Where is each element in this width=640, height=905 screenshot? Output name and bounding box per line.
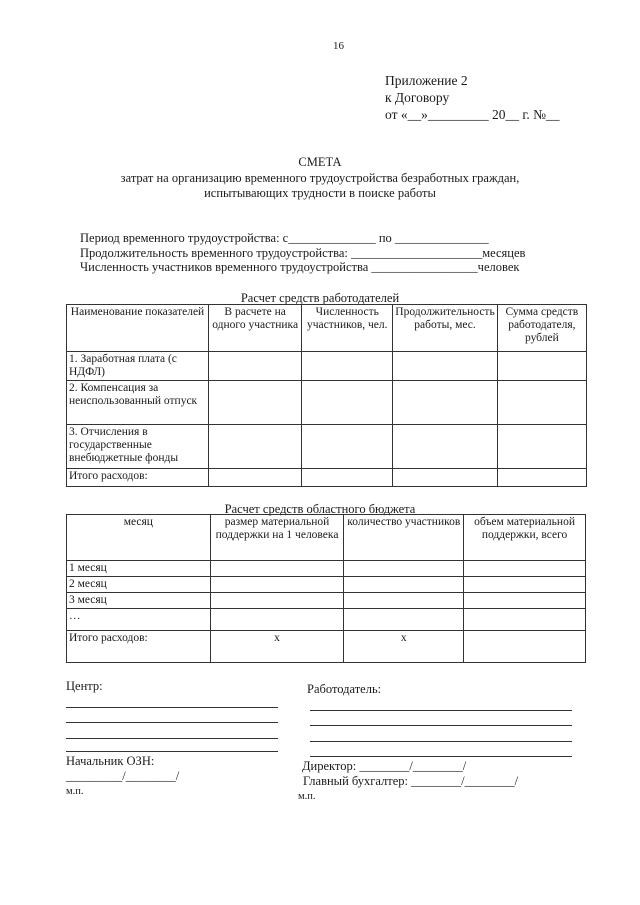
appendix-line2: к Договору xyxy=(385,90,450,105)
row-label: 1. Заработная плата (с НДФЛ) xyxy=(67,352,209,381)
table-row-total xyxy=(67,469,587,487)
appendix-line1: Приложение 2 xyxy=(385,73,468,88)
signature-line xyxy=(66,707,278,708)
table-row-total xyxy=(67,631,586,663)
signature-line xyxy=(310,741,572,742)
signature-line xyxy=(310,710,572,711)
budget-table xyxy=(66,514,586,663)
table-row xyxy=(67,425,587,469)
table-row xyxy=(67,609,586,631)
table-row xyxy=(67,381,587,425)
budget-table-header xyxy=(67,515,586,561)
budget-table-caption: Расчет средств областного бюджета xyxy=(224,502,416,516)
appendix-block xyxy=(385,72,560,123)
appendix-line3: от «__»_________ 20__ г. №__ xyxy=(385,107,560,122)
document-title xyxy=(0,155,640,201)
signature-line xyxy=(66,751,278,752)
row-label: 2 месяц xyxy=(67,577,211,593)
signature-line xyxy=(66,738,278,739)
x-mark: х xyxy=(210,631,344,663)
stamp-place: м.п. xyxy=(66,786,84,797)
header-cell: объем материальной поддержки, всего xyxy=(464,515,586,561)
signature-line xyxy=(66,722,278,723)
meta-period: Период временного трудоустройства: с______________ по _______________ xyxy=(80,231,489,245)
employer-table-header xyxy=(67,305,587,352)
row-label: 2. Компенсация за неиспользованный отпуск xyxy=(67,381,209,425)
meta-duration: Продолжительность временного трудоустройства: _____________________месяцев xyxy=(80,245,526,260)
employer-table xyxy=(66,304,587,487)
header-cell: Продолжительность работы, мес. xyxy=(393,305,497,352)
row-label: Итого расходов: xyxy=(67,469,209,487)
table-row xyxy=(67,577,586,593)
row-label: 3 месяц xyxy=(67,593,211,609)
row-label: Итого расходов: xyxy=(67,631,211,663)
row-label: … xyxy=(67,609,211,631)
title-line2: испытывающих трудности в поиске работы xyxy=(204,186,436,200)
title-heading: СМЕТА xyxy=(298,155,342,169)
header-cell: В расчете на одного участника xyxy=(209,305,302,352)
accountant-signature: Главный бухгалтер: ________/________/ xyxy=(303,774,519,788)
header-cell: Сумма средств работодателя, рублей xyxy=(497,305,586,352)
employment-meta xyxy=(80,231,525,275)
header-cell: размер материальной поддержки на 1 человека xyxy=(210,515,344,561)
stamp-place: м.п. xyxy=(298,791,316,802)
header-cell: количество участников xyxy=(344,515,464,561)
page-number: 16 xyxy=(333,40,344,52)
header-cell: Наименование показателей xyxy=(67,305,209,352)
director-signature: Директор: ________/________/ xyxy=(302,759,467,773)
signature-line xyxy=(310,725,572,726)
ozn-signature: _________/________/ xyxy=(66,769,180,783)
row-label: 1 месяц xyxy=(67,561,211,577)
employer-label: Работодатель: xyxy=(307,682,382,696)
row-label: 3. Отчисления в государственные внебюджетные фонды xyxy=(67,425,209,469)
center-label: Центр: xyxy=(66,679,103,693)
table-row xyxy=(67,593,586,609)
table-row xyxy=(67,561,586,577)
table-row xyxy=(67,352,587,381)
header-cell: Численность участников, чел. xyxy=(302,305,393,352)
header-cell: месяц xyxy=(67,515,211,561)
ozn-head-label: Начальник ОЗН: xyxy=(66,754,155,768)
title-line1: затрат на организацию временного трудоустройства безработных граждан, xyxy=(120,171,520,185)
employer-table-caption: Расчет средств работодателей xyxy=(240,291,400,305)
signature-line xyxy=(310,756,572,757)
x-mark: х xyxy=(344,631,464,663)
meta-count: Численность участников временного трудоустройства _________________человек xyxy=(80,260,520,274)
